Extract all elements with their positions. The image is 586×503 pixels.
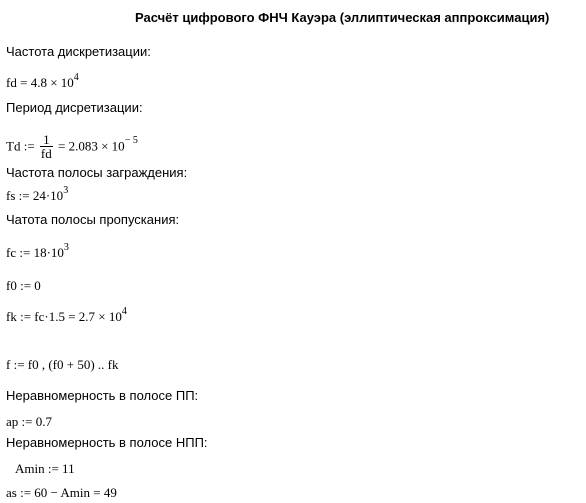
fk-expr: fk := fc·1.5 = 2.7 × 10 [6,309,122,324]
formula-ap[interactable]: ap := 0.7 [6,414,52,429]
td-lhs: Td [6,138,21,154]
formula-as[interactable]: as := 60 − Amin = 49 [6,485,117,500]
fk-exponent: 4 [121,306,127,317]
fc-op: := [16,245,34,260]
fs-lhs: fs [6,188,16,203]
td-numerator: 1 [43,132,50,147]
formula-fd[interactable] [6,72,79,93]
fd-op: = [16,75,31,90]
fs-exponent: 3 [63,185,69,196]
fc-lhs: fc [6,245,17,260]
td-mantissa: 2.083 × 10 [68,138,125,154]
formula-fc[interactable] [6,242,69,263]
document-title: Расчёт цифрового ФНЧ Кауэра (эллиптическая аппроксимация) [135,10,550,25]
td-eq: = [54,138,69,154]
label-sampling-frequency: Частота дискретизации: [6,44,151,59]
formula-f0[interactable]: f0 := 0 [6,278,41,293]
formula-td[interactable] [6,134,138,161]
formula-fk[interactable] [6,306,127,327]
td-denominator: fd [40,146,52,161]
label-stopband-frequency: Частота полосы заграждения: [6,165,188,180]
label-sampling-period: Период дисретизации: [6,100,143,115]
fc-value: 18·10 [33,245,64,260]
formula-amin[interactable]: Amin := 11 [15,461,75,476]
fd-lhs: fd [6,75,17,90]
fd-exponent: 4 [73,72,79,83]
fs-value: 24·10 [32,188,64,203]
formula-fs[interactable] [6,185,69,206]
td-exponent: − 5 [124,135,138,147]
label-passband-ripple: Неравномерность в полосе ПП: [6,388,199,403]
td-op: := [20,138,38,154]
fs-op: := [15,188,33,203]
formula-range-f[interactable]: f := f0 , (f0 + 50) .. fk [6,357,119,372]
fc-exponent: 3 [63,242,69,253]
label-stopband-ripple: Неравномерность в полосе НПП: [6,435,208,450]
fd-mantissa: 4.8 × 10 [30,75,74,90]
td-fraction [40,133,53,160]
label-passband-frequency: Чатота полосы пропускания: [6,212,180,227]
